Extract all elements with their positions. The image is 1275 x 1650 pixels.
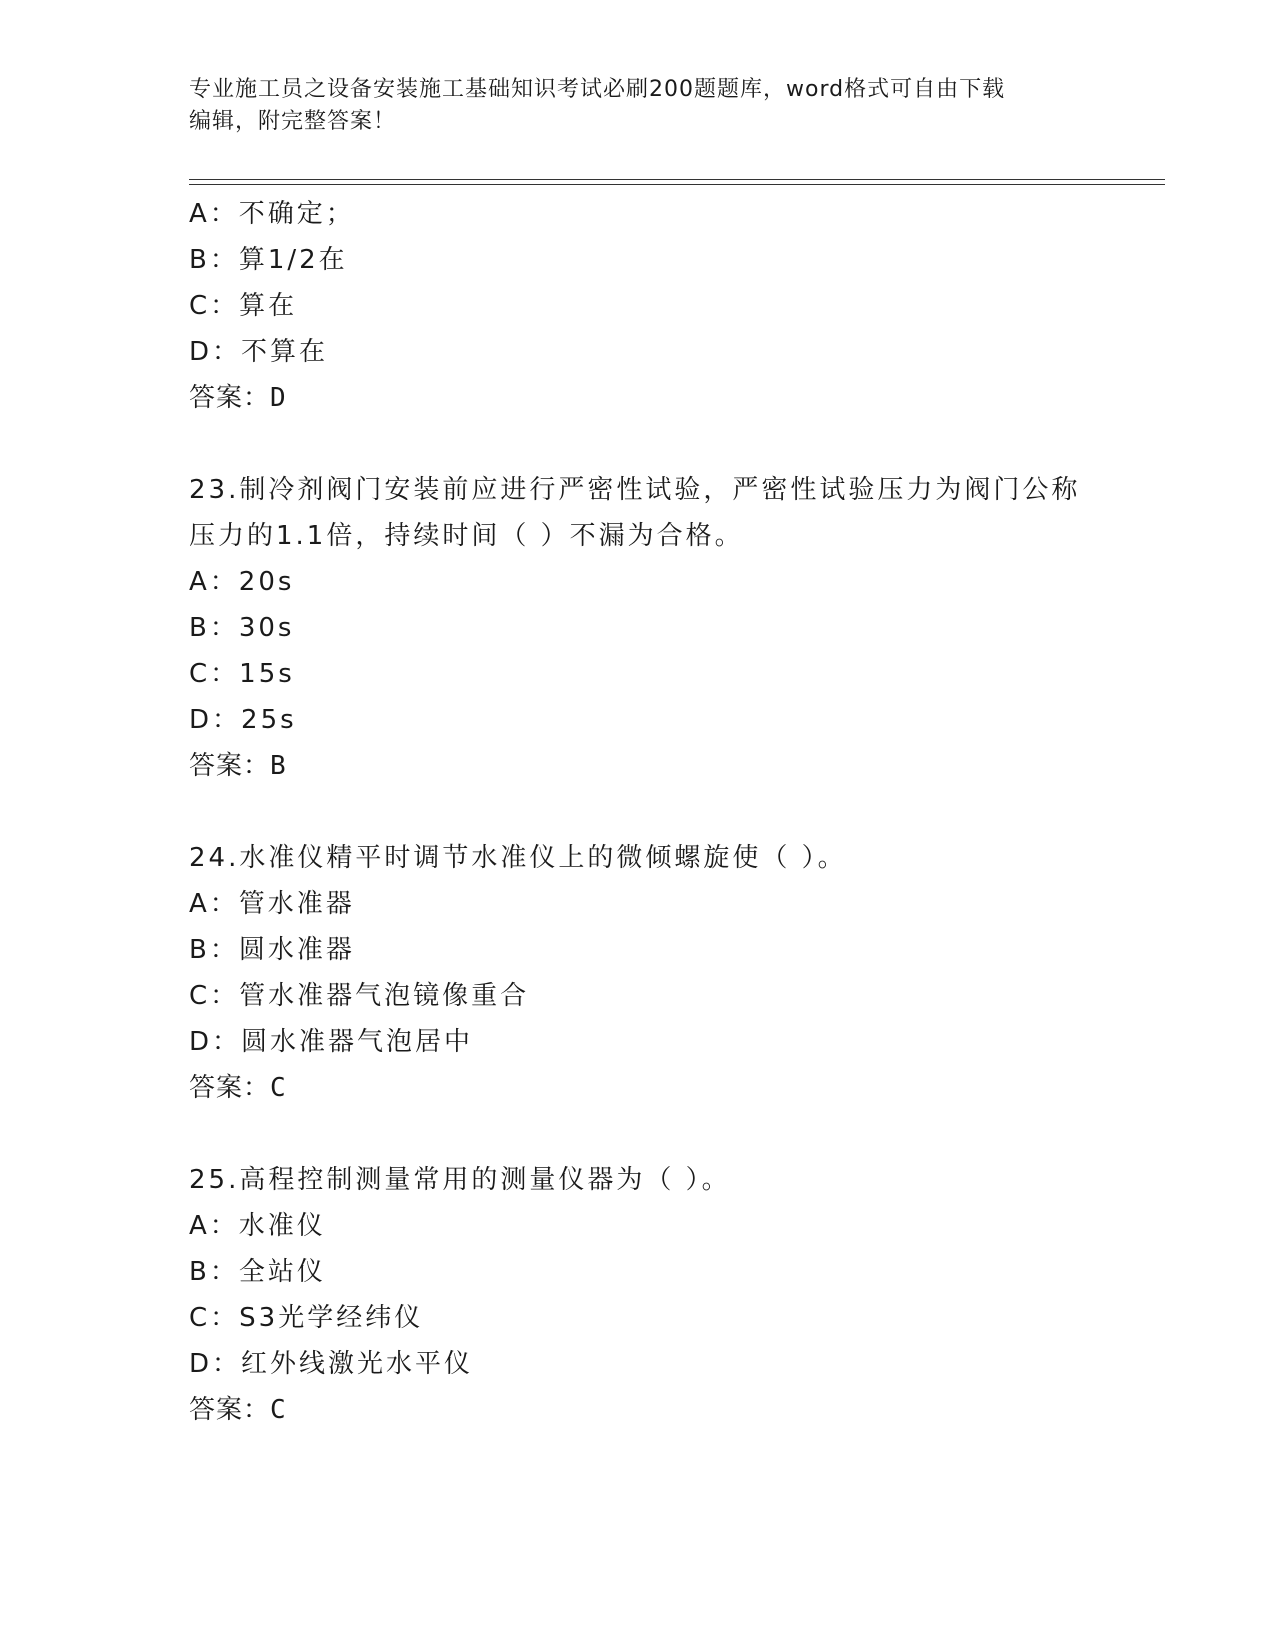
option-c: C：算在 <box>189 291 298 321</box>
option-c: C：15s <box>189 659 295 689</box>
header-rule-top <box>189 179 1165 180</box>
answer-value: C <box>270 1395 287 1425</box>
answer-line <box>189 375 1109 421</box>
question-text-line-1: 25.高程控制测量常用的测量仪器为（ ）。 <box>189 1165 731 1195</box>
header-rule-bottom <box>189 184 1165 185</box>
answer-label: 答案： <box>189 1073 271 1103</box>
option-a: A：不确定； <box>189 199 355 229</box>
answer-label: 答案： <box>189 751 271 781</box>
option-d: D：圆水准器气泡居中 <box>189 1027 474 1057</box>
answer-line <box>189 743 1109 789</box>
question-23 <box>189 467 1109 789</box>
option-b: B：全站仪 <box>189 1257 326 1287</box>
answer-line <box>189 1387 1109 1433</box>
header-line-2: 编辑，附完整答案！ <box>189 109 397 134</box>
answer-label: 答案： <box>189 1395 271 1425</box>
option-a: A：20s <box>189 567 295 597</box>
option-d: D：红外线激光水平仪 <box>189 1349 474 1379</box>
question-24 <box>189 835 1109 1111</box>
option-a: A：管水准器 <box>189 889 355 919</box>
question-list <box>189 191 1109 1433</box>
answer-value: D <box>270 383 287 413</box>
answer-line <box>189 1065 1109 1111</box>
question-text-line-1: 23.制冷剂阀门安装前应进行严密性试验，严密性试验压力为阀门公称 <box>189 475 1081 505</box>
answer-value: C <box>270 1073 287 1103</box>
question-25 <box>189 1157 1109 1433</box>
option-b: B：圆水准器 <box>189 935 355 965</box>
option-c: C：S3光学经纬仪 <box>189 1303 424 1333</box>
option-c: C：管水准器气泡镜像重合 <box>189 981 530 1011</box>
question-text-line-1: 24.水准仪精平时调节水准仪上的微倾螺旋使（ ）。 <box>189 843 847 873</box>
question-text-line-2: 压力的1.1倍，持续时间（ ）不漏为合格。 <box>189 521 744 551</box>
document-header <box>189 74 1089 138</box>
option-b: B：30s <box>189 613 295 643</box>
answer-label: 答案： <box>189 383 271 413</box>
option-b: B：算1/2在 <box>189 245 348 275</box>
option-a: A：水准仪 <box>189 1211 326 1241</box>
option-d: D：25s <box>189 705 297 735</box>
header-line-1: 专业施工员之设备安装施工基础知识考试必刷200题题库，word格式可自由下载 <box>189 77 1006 102</box>
answer-value: B <box>270 751 287 781</box>
option-d: D：不算在 <box>189 337 329 367</box>
question-22-continued <box>189 191 1109 421</box>
